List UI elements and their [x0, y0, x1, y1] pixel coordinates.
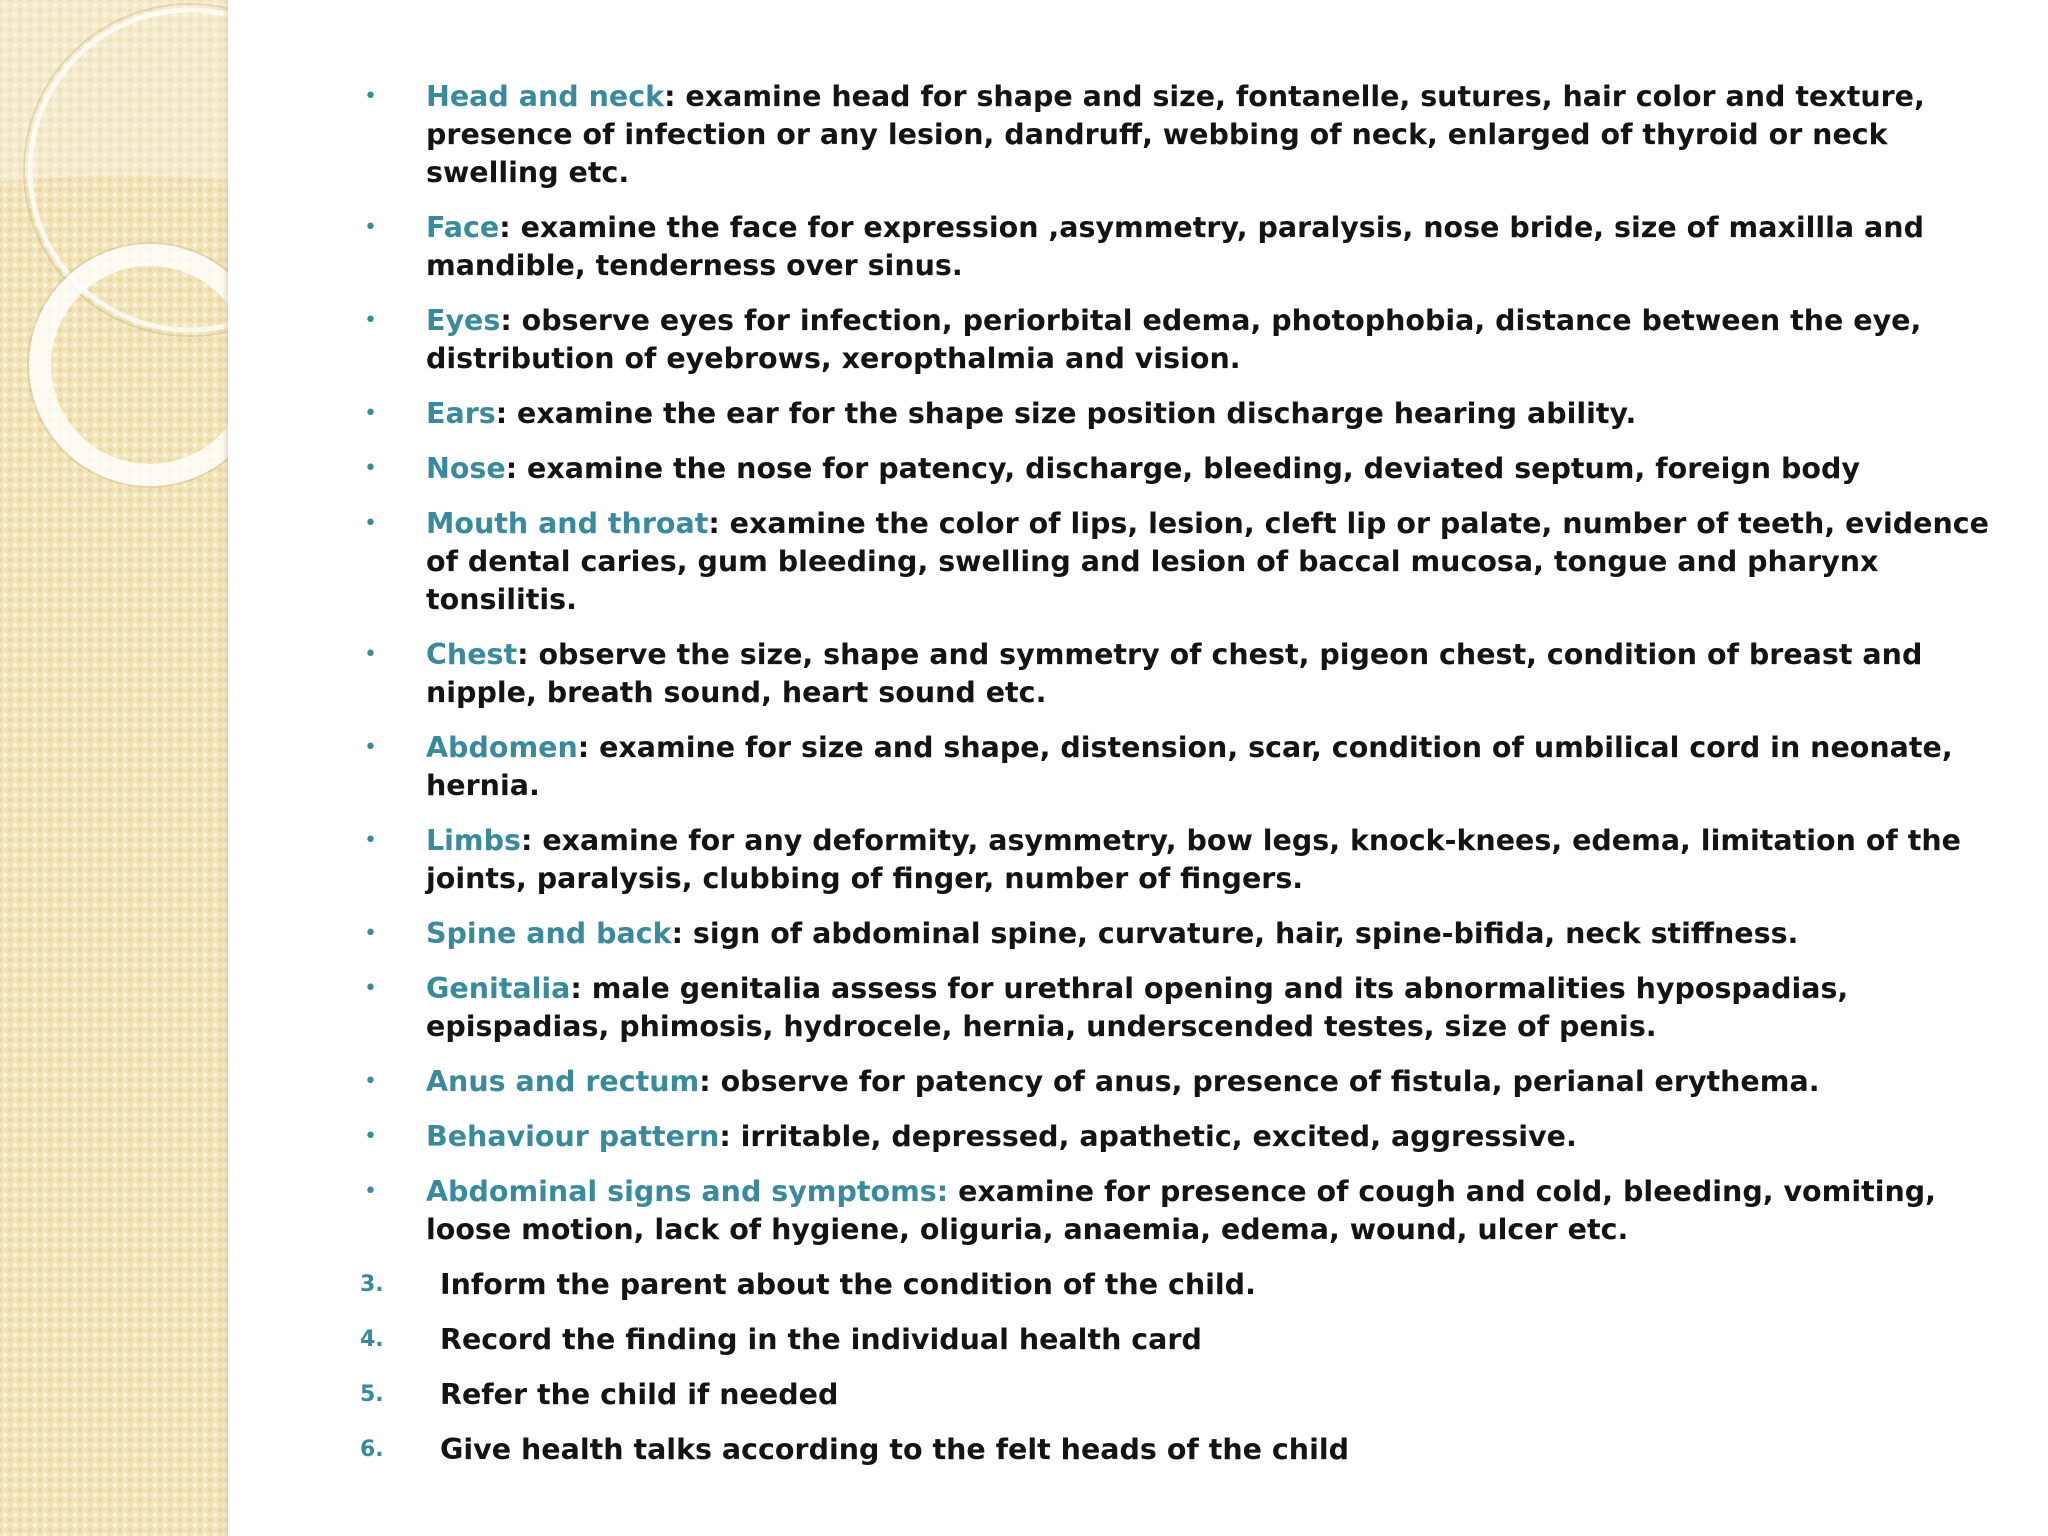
bullet-icon: •: [364, 84, 377, 109]
exam-item-description: : examine for any deformity, asymmetry, bow legs, knock-knees, edema, limitation of the joints, paralysis, clubbing of finger, number of fingers.: [426, 824, 1961, 895]
bullet-icon: •: [364, 1124, 377, 1149]
exam-item-term: Behaviour pattern: [426, 1120, 720, 1153]
steps-list: [360, 1266, 2000, 1469]
exam-item-term: Nose: [426, 452, 506, 485]
decorative-side-panel: [0, 0, 228, 1536]
exam-item-description: : observe for patency of anus, presence of fistula, perianal erythema.: [699, 1065, 1820, 1098]
exam-item-term: Head and neck: [426, 80, 665, 113]
bullet-icon: •: [364, 976, 377, 1001]
exam-item-term: Chest: [426, 638, 518, 671]
step-item: [360, 1431, 2000, 1469]
step-item: [360, 1376, 2000, 1414]
exam-item-term: Spine and back: [426, 917, 672, 950]
exam-item-description: : sign of abdominal spine, curvature, hair, spine-bifida, neck stiffness.: [671, 917, 1799, 950]
exam-item-term: Eyes: [426, 304, 501, 337]
exam-item: [360, 450, 2000, 488]
exam-item-description: : examine the color of lips, lesion, cleft lip or palate, number of teeth, evidence of dental caries, gum bleeding, swelling and lesion of baccal mucosa, tongue and pharynx tonsilitis.: [426, 507, 1990, 616]
exam-item-description: : examine the nose for patency, discharge, bleeding, deviated septum, foreign body: [505, 452, 1860, 485]
bullet-icon: •: [364, 456, 377, 481]
step-item: [360, 1266, 2000, 1304]
exam-item-description: : examine for size and shape, distension, scar, condition of umbilical cord in neonate, hernia.: [426, 731, 1953, 802]
exam-item-description: : examine head for shape and size, fontanelle, sutures, hair color and texture, presence of infection or any lesion, dandruff, webbing of neck, enlarged of thyroid or neck swelling etc.: [426, 80, 1925, 189]
step-number: 6.: [360, 1437, 384, 1462]
exam-item-term: Anus and rectum: [426, 1065, 700, 1098]
examination-list: [360, 78, 2000, 1249]
exam-item-description: examine for presence of cough and cold, bleeding, vomiting, loose motion, lack of hygiene, oliguria, anaemia, edema, wound, ulcer etc.: [426, 1175, 1937, 1246]
exam-item: [360, 822, 2000, 898]
exam-item-description: : examine the face for expression ,asymmetry, paralysis, nose bride, size of maxillla and mandible, tenderness over sinus.: [426, 211, 1924, 282]
exam-item-description: : observe eyes for infection, periorbital edema, photophobia, distance between the eye, distribution of eyebrows, xeropthalmia and vision.: [426, 304, 1922, 375]
step-item: [360, 1321, 2000, 1359]
exam-item: [360, 505, 2000, 619]
bullet-icon: •: [364, 735, 377, 760]
step-number: 4.: [360, 1327, 384, 1352]
exam-item-term: Abdomen: [426, 731, 578, 764]
exam-item-description: : male genitalia assess for urethral opening and its abnormalities hypospadias, epispadias, phimosis, hydrocele, hernia, underscended testes, size of penis.: [426, 972, 1849, 1043]
bullet-icon: •: [364, 511, 377, 536]
bullet-icon: •: [364, 828, 377, 853]
exam-item: [360, 970, 2000, 1046]
exam-item-term: Genitalia: [426, 972, 571, 1005]
exam-item: [360, 915, 2000, 953]
bullet-icon: •: [364, 401, 377, 426]
step-number: 5.: [360, 1382, 384, 1407]
step-number: 3.: [360, 1272, 384, 1297]
exam-item: [360, 209, 2000, 285]
exam-item: [360, 302, 2000, 378]
exam-item: [360, 395, 2000, 433]
slide-content: [360, 78, 2000, 1486]
bullet-icon: •: [364, 1069, 377, 1094]
exam-item: [360, 1063, 2000, 1101]
step-text: Inform the parent about the condition of the child.: [440, 1268, 1256, 1301]
exam-item: [360, 1173, 2000, 1249]
exam-item: [360, 78, 2000, 192]
exam-item: [360, 636, 2000, 712]
exam-item: [360, 729, 2000, 805]
decorative-rings: [0, 0, 228, 520]
exam-item-term: Limbs: [426, 824, 521, 857]
exam-item-description: : examine the ear for the shape size position discharge hearing ability.: [495, 397, 1637, 430]
step-text: Give health talks according to the felt heads of the child: [440, 1433, 1350, 1466]
step-text: Record the finding in the individual health card: [440, 1323, 1202, 1356]
exam-item-term: Mouth and throat: [426, 507, 709, 540]
exam-item: [360, 1118, 2000, 1156]
exam-item-description: : observe the size, shape and symmetry of chest, pigeon chest, condition of breast and nipple, breath sound, heart sound etc.: [426, 638, 1923, 709]
exam-item-term: Ears: [426, 397, 496, 430]
exam-item-term: Face: [426, 211, 500, 244]
bullet-icon: •: [364, 215, 377, 240]
step-text: Refer the child if needed: [440, 1378, 839, 1411]
exam-item-description: : irritable, depressed, apathetic, excited, aggressive.: [719, 1120, 1577, 1153]
bullet-icon: •: [364, 642, 377, 667]
bullet-icon: •: [364, 1179, 377, 1204]
exam-item-term: Abdominal signs and symptoms:: [426, 1175, 949, 1208]
bullet-icon: •: [364, 308, 377, 333]
bullet-icon: •: [364, 921, 377, 946]
